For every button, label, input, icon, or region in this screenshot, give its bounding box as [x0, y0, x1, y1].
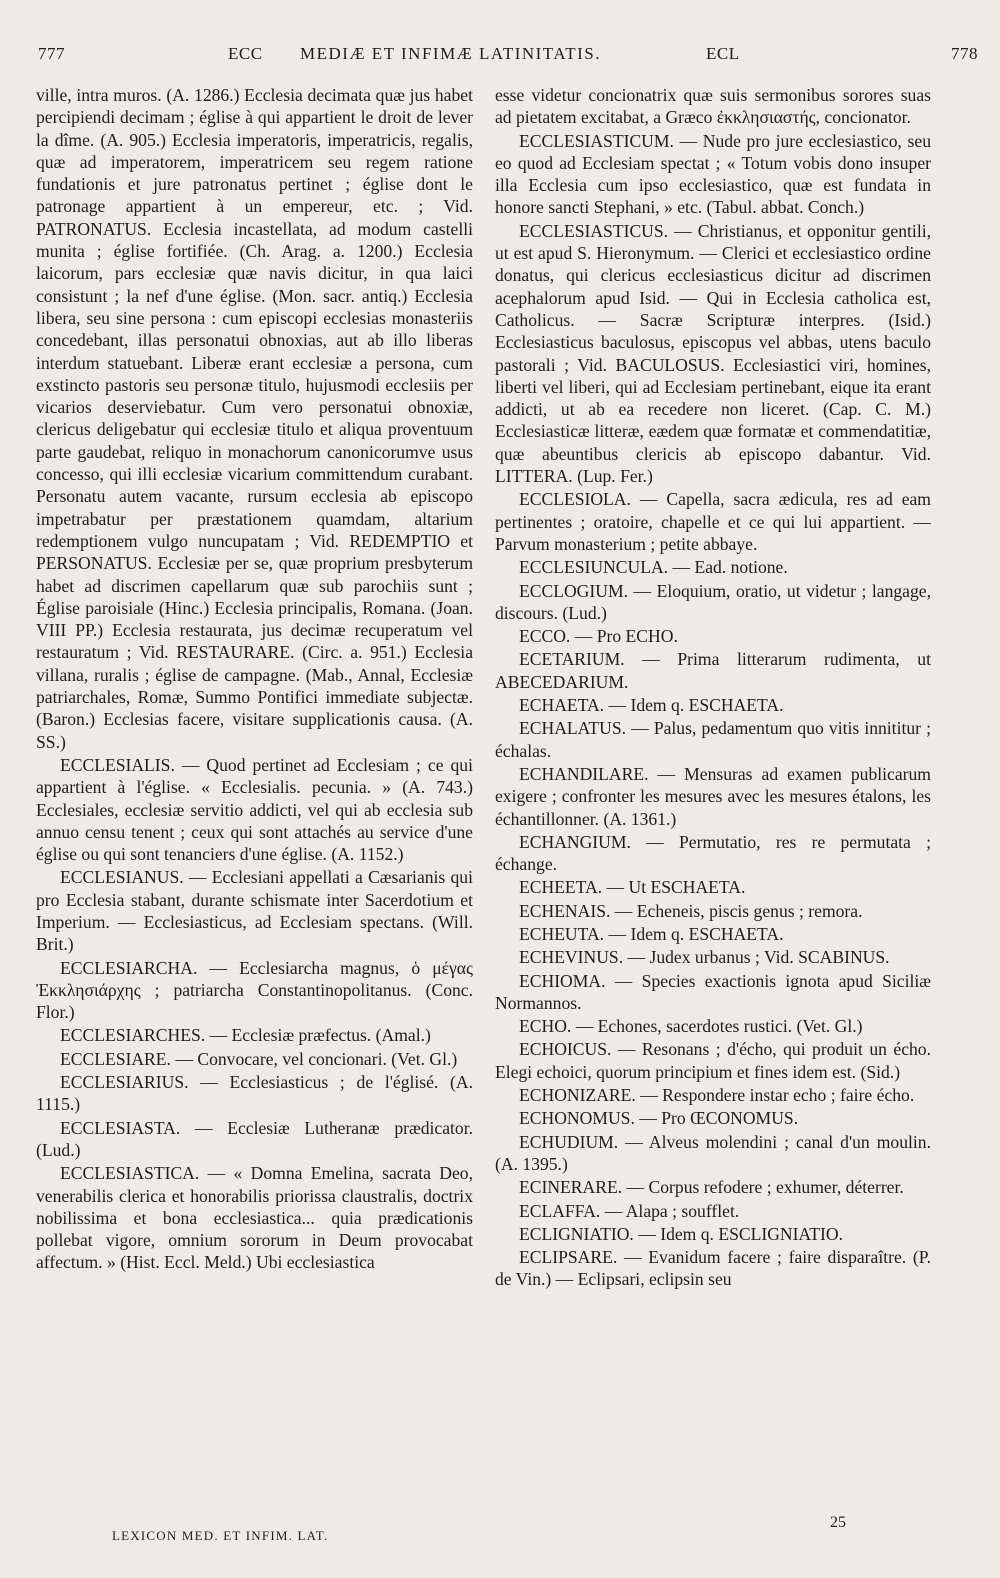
entry-paragraph: ECLAFFA. — Alapa ; soufflet.: [519, 1200, 740, 1221]
entry-paragraph: ECCLESIANUS. — Ecclesiani appellati a Cæsarianis qui pro Ecclesia stabant, durante schismate inter Sacerdotium et Imperium. — Ecclesiasticus, ad Ecclesiam spectans. (Will. Brit.): [36, 867, 473, 955]
entry-paragraph: ECCLESIASTICA. — « Domna Emelina, sacrata Deo, venerabilis clerica et honorabilis priorissa claustralis, doctrix nobilissima et bona ecclesiastica... quia prædicationis pollebat vigore, omnium sororum in Deum provocabat affectum. » (Hist. Eccl. Meld.) Ubi ecclesiastica: [36, 1163, 473, 1273]
entry-paragraph: ECHEVINUS. — Judex urbanus ; Vid. SCABINUS.: [519, 947, 890, 968]
entry-paragraph: ECHENAIS. — Echeneis, piscis genus ; remora.: [519, 900, 863, 921]
right-column: [495, 84, 931, 1484]
entry-paragraph: ECLIGNIATIO. — Idem q. ESCLIGNIATIO.: [519, 1223, 843, 1244]
entry-paragraph: ECETARIUM. — Prima litterarum rudimenta, ut ABECEDARIUM.: [495, 649, 931, 692]
entry-paragraph: ECCLESIASTA. — Ecclesiæ Lutheranæ prædicator. (Lud.): [36, 1117, 473, 1160]
entry-paragraph: ECHEETA. — Ut ESCHAETA.: [519, 877, 746, 898]
entry-paragraph: ECHONIZARE. — Respondere instar echo ; faire écho.: [519, 1085, 915, 1106]
entry-paragraph: ECCLESIARIUS. — Ecclesiasticus ; de l'églisé. (A. 1115.): [36, 1072, 473, 1115]
entry-paragraph: ECCLESIALIS. — Quod pertinet ad Ecclesiam ; ce qui appartient à l'église. « Ecclesialis. pecunia. » (A. 743.) Ecclesiales, ecclesiæ servitio addicti, vel qui ab ecclesia sub annuo censu tenent ; ceux qui sont attachés au service d'une église ou qui sont tenanciers d'une église. (A. 1152.): [36, 754, 473, 865]
page-title: MEDIÆ ET INFIMÆ LATINITATIS.: [300, 44, 601, 63]
entry-paragraph: ECCLESIARCHES. — Ecclesiæ præfectus. (Amal.): [60, 1025, 431, 1046]
entry-paragraph: ECLIPSARE. — Evanidum facere ; faire disparaître. (P. de Vin.) — Eclipsari, eclipsin seu: [495, 1247, 931, 1290]
entry-paragraph: ECHOICUS. — Resonans ; d'écho, qui produit un écho. Elegi echoici, quorum principium et fines idem est. (Sid.): [495, 1039, 931, 1082]
entry-paragraph: ECHANGIUM. — Permutatio, res re permutata ; échange.: [495, 831, 931, 875]
entry-paragraph: esse videtur concionatrix quæ suis sermonibus sorores suas ad pietatem excitabat, a Græco ἐκκλησιαστής, concionator.: [495, 85, 931, 128]
entry-paragraph: ECHAETA. — Idem q. ESCHAETA.: [519, 695, 784, 716]
entry-paragraph: ECHALATUS. — Palus, pedamentum quo vitis innititur ; échalas.: [495, 718, 931, 761]
running-header: [38, 44, 978, 70]
left-column: [36, 84, 473, 1484]
left-guide-word: ECC: [228, 44, 263, 63]
imprint-footer: LEXICON MED. ET INFIM. LAT.: [112, 1528, 329, 1543]
entry-paragraph: ECHO. — Echones, sacerdotes rustici. (Vet. Gl.): [519, 1016, 863, 1037]
entry-paragraph: ECCO. — Pro ECHO.: [519, 626, 678, 647]
entry-paragraph: ECCLESIARCHA. — Ecclesiarcha magnus, ὁ μέγας Ἐκκλησιάρχης ; patriarcha Constantinopolitanus. (Conc. Flor.): [36, 957, 473, 1023]
right-column-number: 778: [951, 44, 978, 63]
entry-paragraph: ECINERARE. — Corpus refodere ; exhumer, déterrer.: [519, 1177, 904, 1198]
entry-paragraph: ECHIOMA. — Species exactionis ignota apud Siciliæ Normannos.: [495, 970, 931, 1013]
page-number: 25: [830, 1514, 846, 1531]
entry-paragraph: ECHUDIUM. — Alveus molendini ; canal d'un moulin. (A. 1395.): [495, 1131, 931, 1174]
left-column-number: 777: [38, 44, 65, 63]
entry-paragraph: ECCLESIARE. — Convocare, vel concionari. (Vet. Gl.): [60, 1048, 458, 1069]
entry-paragraph: ECCLOGIUM. — Eloquium, oratio, ut videtur ; langage, discours. (Lud.): [495, 580, 931, 623]
entry-paragraph: ECCLESIOLA. — Capella, sacra ædicula, res ad eam pertinentes ; oratoire, chapelle et ce qui lui appartient. — Parvum monasterium ; petite abbaye.: [495, 489, 931, 554]
entry-paragraph: ECHANDILARE. — Mensuras ad examen publicarum exigere ; confronter les mesures avec les mesures étalons, les échantillonner. (A. 1361.): [495, 763, 931, 829]
entry-paragraph: ECCLESIASTICUM. — Nude pro jure ecclesiastico, seu eo quod ad Ecclesiam spectat ; « Totum vobis dono insuper illa Ecclesia cum ipso ecclesiastico, quæ est fundata in honore sancti Stephani, » etc. (Tabul. abbat. Conch.): [495, 130, 931, 218]
entry-paragraph: ECHEUTA. — Idem q. ESCHAETA.: [519, 923, 784, 944]
entry-paragraph: ECHONOMUS. — Pro ŒCONOMUS.: [519, 1108, 799, 1129]
entry-paragraph: ECCLESIUNCULA. — Ead. notione.: [519, 557, 788, 578]
entry-paragraph: ECCLESIASTICUS. — Christianus, et opponitur gentili, ut est apud S. Hieronymum. — Clerici et ecclesiastico ordine donatus, qui clericus ecclesiasticus dicitur ad discrimen acephalorum apud Isid. — Qui in Ecclesia catholica est, Catholicus. — Sacræ Scripturæ interpres. (Isid.) Ecclesiasticus baculosus, episcopus vel abbas, utens baculo pastorali ; Vid. BACULOSUS. Ecclesiastici viri, homines, liberti vel liberi, qui ad Ecclesiam pertinebant, eique ita erant addicti, ut ab ea recedere non liceret. (Cap. C. M.) Ecclesiasticæ litteræ, eædem quæ formatæ et commendatitiæ, quæ abeuntibus clericis ab episcopo dabantur. Vid. LITTERA. (Lup. Fer.): [495, 220, 931, 487]
entry-paragraph: ville, intra muros. (A. 1286.) Ecclesia decimata quæ jus habet percipiendi decimam ; église à qui appartient le droit de lever la dîme. (A. 905.) Ecclesia imperatoris, imperatricis, regalis, quæ ad imperatorem, imperatricem seu regem ratione fundationis et jure patronatus pertinet ; église dont le patronage appartient à un empereur, etc. ; Vid. PATRONATUS. Ecclesia incastellata, ad modum castelli munita ; église fortifiée. (Ch. Arag. a. 1200.) Ecclesia laicorum, pars ecclesiæ quæ navis dicitur, in qua laici consistunt ; la nef d'une église. (Mon. sacr. antiq.) Ecclesia libera, seu sine persona : cum episcopi ecclesias monasteriis concedebant, illas personatui obnoxias, aut ab illo liberas interdum statuebant. Liberæ erant ecclesiæ a persona, cum exstincto pastoris seu personæ titulo, hujusmodi ecclesiis per vicarios deserviebatur. Cum vero personatui obnoxiæ, clericus deligebatur qui ecclesiæ titulo et aliqua proventuum parte gaudebat, reliquo in monachorum canonicorumve usus concesso, qui illi ecclesiæ vicarium committendum curabant. Personatu autem vacante, rursum ecclesia ab episcopo impetrabatur per præstationem quamdam, altarium redemptionem vulgo nuncupatam ; Vid. REDEMPTIO et PERSONATUS. Ecclesiæ per se, quæ proprium presbyterum habet ad discrimen capellarum quæ sub parochiis sunt ; Église paroisiale (Hinc.) Ecclesia principalis, Romana. (Joan. VIII PP.) Ecclesia restaurata, jus decimæ recuperatum vel restauratum ; Vid. RESTAURARE. (Circ. a. 951.) Ecclesia villana, ruralis ; église de campagne. (Mab., Annal, Ecclesiæ patriarchales, Romæ, Summo Pontifici immediate subjectæ. (Baron.) Ecclesias facere, visitare supplicationis causa. (A. SS.): [36, 85, 473, 752]
right-guide-word: ECL: [706, 44, 740, 63]
